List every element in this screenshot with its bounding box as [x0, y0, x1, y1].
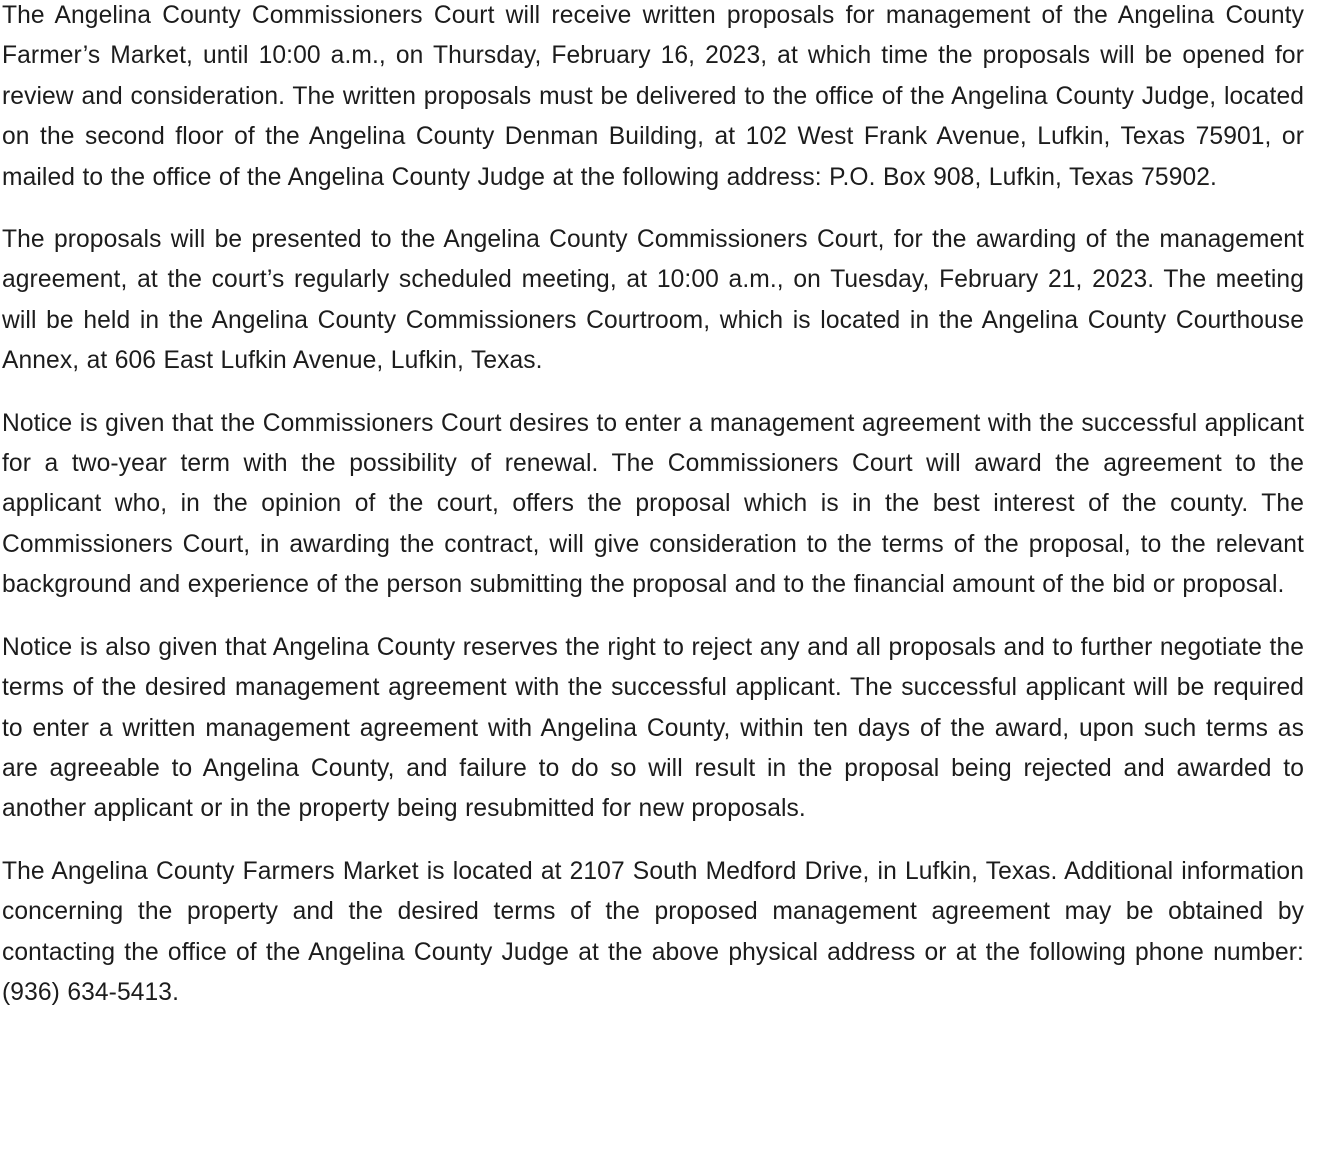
paragraph-presentation-meeting: The proposals will be presented to the Angelina County Commissioners Court, for the awarding of the management agreement, at the court’s regularly scheduled meeting, at 10:00 a.m., on Tuesday, February 21, 2023. The meeting will be held in the Angelina County Commissioners Courtroom, which is located in the Angelina County Courthouse Annex, at 606 East Lufkin Avenue, Lufkin, Texas.: [2, 226, 1304, 375]
paragraph-proposal-submission: The Angelina County Commissioners Court will receive written proposals for management of the Angelina County Farmer’s Market, until 10:00 a.m., on Thursday, February 16, 2023, at which time the proposals will be opened for review and consideration. The written proposals must be delivered to the office of the Angelina County Judge, located on the second floor of the Angelina County Denman Building, at 102 West Frank Avenue, Lufkin, Texas 75901, or mailed to the office of the Angelina County Judge at the following address: P.O. Box 908, Lufkin, Texas 75902.: [2, 2, 1304, 191]
paragraph-notice-reservation: Notice is also given that Angelina County reserves the right to reject any and all proposals and to further negotiate the terms of the desired management agreement with the successful applicant. The successful applicant will be required to enter a written management agreement with Angelina County, within ten days of the award, upon such terms as are agreeable to Angelina County, and failure to do so will result in the proposal being rejected and awarded to another applicant or in the property being resubmitted for new proposals.: [2, 633, 1304, 823]
document-page: [2, 0, 1304, 1013]
paragraph-notice-agreement-term: Notice is given that the Commissioners Court desires to enter a management agreement with the successful applicant for a two-year term with the possibility of renewal. The Commissioners Court will award the agreement to the applicant who, in the opinion of the court, offers the proposal which is in the best interest of the county. The Commissioners Court, in awarding the contract, will give consideration to the terms of the proposal, to the relevant background and experience of the person submitting the proposal and to the financial amount of the bid or proposal.: [2, 409, 1304, 599]
paragraph-market-location-contact: The Angelina County Farmers Market is located at 2107 South Medford Drive, in Lufkin, Texas. Additional information concerning the property and the desired terms of the proposed management agreement may be obtained by contacting the office of the Angelina County Judge at the above physical address or at the following phone number: (936) 634-5413.: [2, 857, 1304, 1006]
